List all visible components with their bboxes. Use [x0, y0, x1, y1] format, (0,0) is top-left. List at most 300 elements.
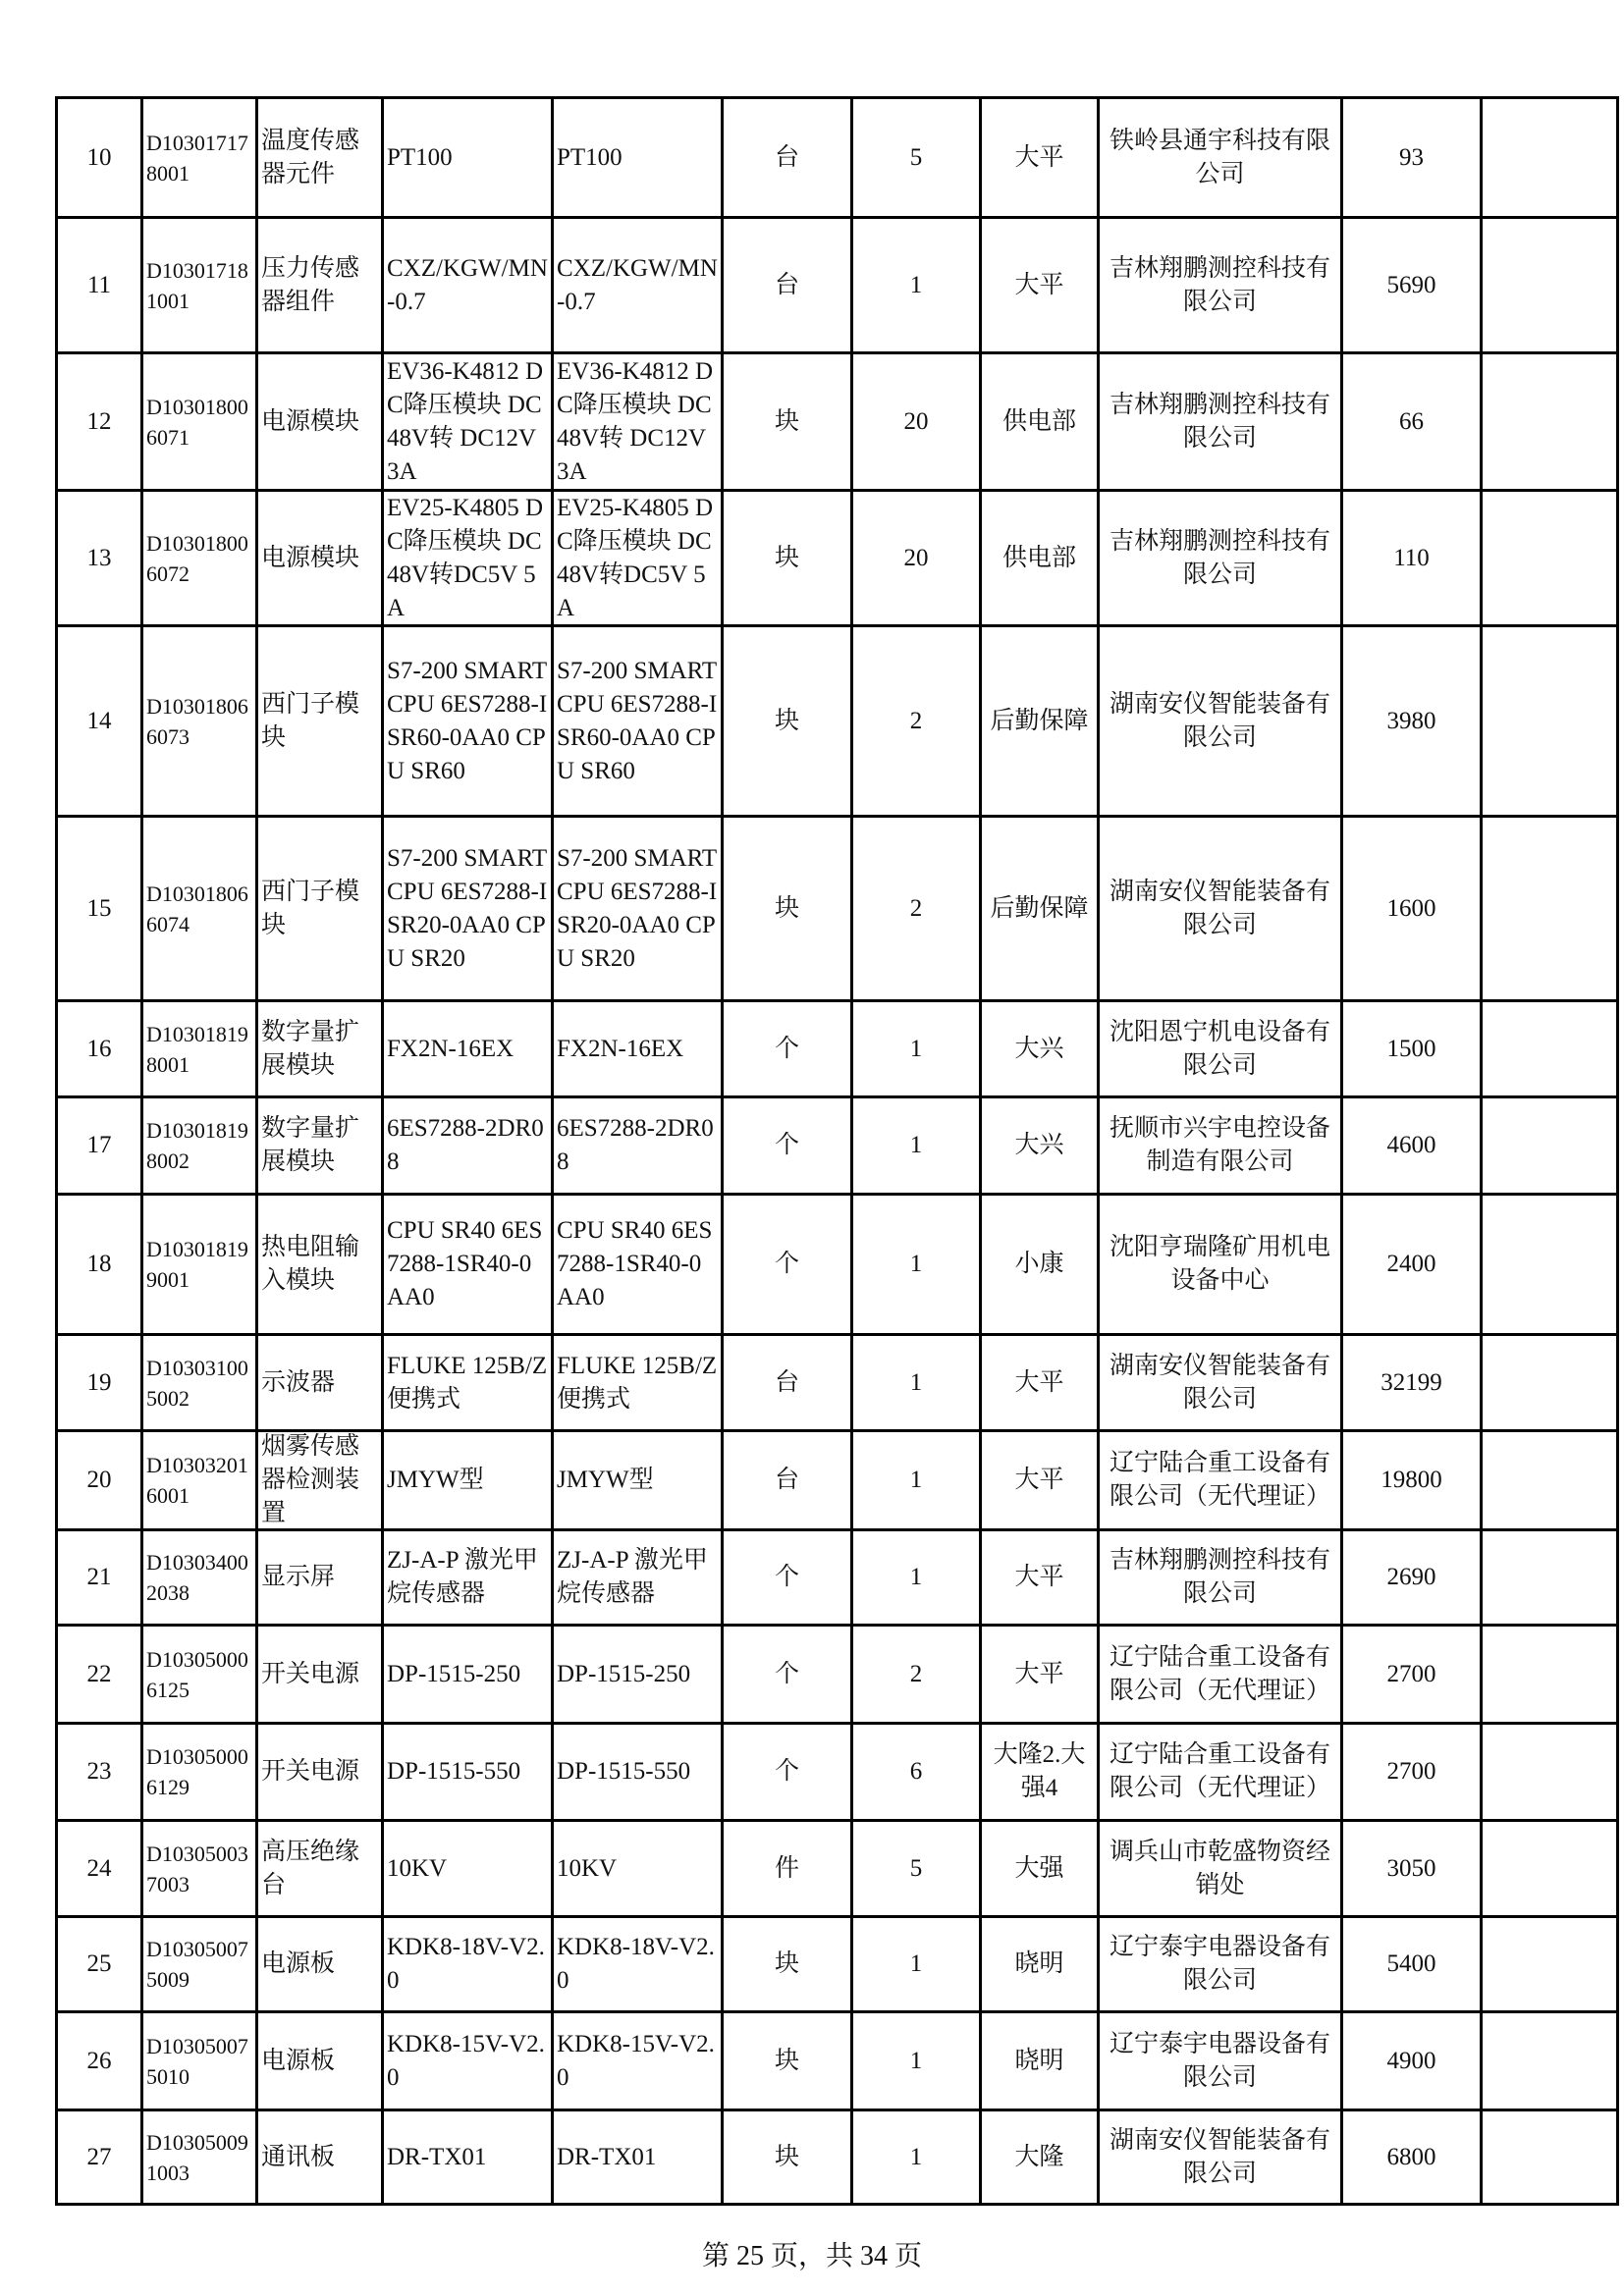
cell-price [1342, 1626, 1482, 1724]
cell-code-text: D103018066074 [146, 881, 248, 936]
cell-qty [852, 491, 981, 626]
cell-no-text: 23 [86, 1758, 112, 1785]
cell-supplier [1099, 1335, 1342, 1431]
cell-dept-text: 大平 [1014, 1564, 1064, 1590]
page-footer: 第 25 页，共 34 页 [701, 2241, 922, 2271]
cell-model-text: DR-TX01 [557, 2143, 657, 2170]
cell-price-text: 32199 [1380, 1368, 1442, 1396]
cell-supplier-text: 辽宁泰宇电器设备有限公司 [1109, 1934, 1330, 1994]
cell-spec-text: CXZ/KGW/MN-0.7 [387, 254, 548, 315]
cell-unit [723, 1335, 852, 1431]
cell-spec-text: KDK8-15V-V2.0 [387, 2030, 545, 2091]
cell-unit-text: 台 [774, 143, 799, 171]
cell-remark [1482, 626, 1618, 817]
cell-unit-text: 台 [774, 1368, 799, 1396]
cell-qty-text: 5 [909, 143, 923, 171]
cell-dept-text: 大强 [1014, 1854, 1064, 1882]
cell-price-text: 5690 [1386, 271, 1436, 298]
cell-qty [852, 1335, 981, 1431]
cell-supplier-text: 调兵山市乾盛物资经销处 [1109, 1838, 1330, 1898]
cell-model [553, 218, 723, 353]
cell-code-text: D103018199001 [146, 1237, 248, 1292]
cell-unit [723, 2012, 852, 2110]
cell-remark-text [1483, 2111, 1616, 2203]
cell-remark-text [1483, 1098, 1616, 1193]
cell-code [142, 491, 257, 626]
cell-model-text: 10KV [557, 1854, 618, 1882]
cell-qty-text: 20 [903, 407, 929, 435]
cell-no [57, 2012, 142, 2110]
cell-unit-text: 块 [774, 1950, 799, 1977]
cell-no [57, 626, 142, 817]
cell-dept [981, 353, 1099, 491]
cell-supplier-text: 吉林翔鹏测控科技有限公司 [1109, 1547, 1330, 1607]
cell-code [142, 1001, 257, 1097]
cell-dept-text: 大兴 [1014, 1035, 1064, 1062]
cell-qty [852, 1917, 981, 2012]
cell-model [553, 1626, 723, 1724]
cell-no-text: 25 [86, 1950, 112, 1977]
item-table [55, 96, 1619, 2206]
cell-code [142, 817, 257, 1001]
cell-price-text: 2690 [1386, 1564, 1436, 1590]
cell-name-text: 示波器 [261, 1368, 336, 1396]
cell-remark-text [1483, 2013, 1616, 2109]
cell-name-text: 开关电源 [261, 1758, 360, 1785]
cell-dept [981, 1431, 1099, 1530]
cell-price [1342, 218, 1482, 353]
cell-price-text: 3050 [1386, 1854, 1436, 1882]
cell-supplier [1099, 626, 1342, 817]
cell-dept-text: 大平 [1014, 1467, 1064, 1493]
cell-name-text: 电源模块 [261, 544, 360, 571]
cell-code-text: D103018198001 [146, 1021, 248, 1077]
cell-name [257, 218, 383, 353]
cell-code-text: D103032016001 [146, 1453, 248, 1508]
cell-model [553, 353, 723, 491]
cell-remark-text [1483, 1002, 1616, 1095]
cell-code [142, 626, 257, 817]
cell-no-text: 24 [86, 1854, 112, 1882]
cell-supplier [1099, 817, 1342, 1001]
cell-remark [1482, 817, 1618, 1001]
cell-name [257, 98, 383, 218]
table-row [57, 353, 1618, 491]
cell-dept-text: 大隆 [1014, 2143, 1064, 2170]
cell-model-text: DP-1515-550 [557, 1758, 691, 1785]
cell-code-text: D103031005002 [146, 1355, 248, 1411]
cell-unit-text: 个 [774, 1758, 799, 1785]
cell-price [1342, 817, 1482, 1001]
cell-name [257, 1626, 383, 1724]
cell-qty [852, 1626, 981, 1724]
cell-qty-text: 5 [909, 1854, 923, 1882]
table-row [57, 1724, 1618, 1821]
cell-unit-text: 块 [774, 894, 799, 922]
cell-name-text: 西门子模块 [261, 878, 360, 938]
cell-price [1342, 98, 1482, 218]
cell-no [57, 1195, 142, 1335]
cell-supplier [1099, 98, 1342, 218]
cell-qty-text: 1 [909, 2047, 923, 2074]
cell-dept [981, 1335, 1099, 1431]
cell-model [553, 1195, 723, 1335]
cell-no [57, 2110, 142, 2205]
cell-code-text: D103017181001 [146, 257, 248, 313]
cell-no-text: 21 [86, 1564, 112, 1590]
cell-name [257, 1335, 383, 1431]
cell-model-text: EV25-K4805 DC降压模块 DC48V转DC5V 5A [557, 494, 714, 621]
cell-name-text: 电源板 [261, 2047, 336, 2074]
cell-qty-text: 1 [909, 1035, 923, 1062]
cell-model [553, 1917, 723, 2012]
cell-price [1342, 1724, 1482, 1821]
cell-price-text: 3980 [1386, 707, 1436, 734]
cell-remark [1482, 1195, 1618, 1335]
cell-model [553, 98, 723, 218]
cell-no [57, 1917, 142, 2012]
cell-price-text: 4600 [1386, 1132, 1436, 1158]
cell-remark [1482, 491, 1618, 626]
cell-remark-text [1483, 1336, 1616, 1429]
cell-code [142, 1431, 257, 1530]
cell-code-text: D103050091003 [146, 2129, 248, 2185]
cell-price-text: 5400 [1386, 1950, 1436, 1977]
cell-model-text: FLUKE 125B/Z 便携式 [557, 1352, 718, 1413]
cell-code [142, 2110, 257, 2205]
cell-model-text: FX2N-16EX [557, 1035, 684, 1062]
cell-unit-text: 个 [774, 1660, 799, 1687]
cell-spec-text: FX2N-16EX [387, 1035, 514, 1062]
cell-unit-text: 个 [774, 1564, 799, 1590]
cell-remark-text [1483, 1196, 1616, 1333]
cell-code [142, 1917, 257, 2012]
cell-dept-text: 后勤保障 [990, 894, 1089, 922]
cell-model [553, 1431, 723, 1530]
cell-no-text: 15 [86, 894, 112, 922]
cell-supplier-text: 吉林翔鹏测控科技有限公司 [1109, 254, 1330, 315]
cell-unit [723, 1530, 852, 1626]
cell-unit-text: 个 [774, 1035, 799, 1062]
cell-price-text: 4900 [1386, 2047, 1436, 2074]
cell-dept [981, 1097, 1099, 1195]
cell-code-text: D103018066073 [146, 693, 248, 749]
table-row [57, 626, 1618, 817]
cell-supplier-text: 沈阳亨瑞隆矿用机电设备中心 [1109, 1234, 1330, 1294]
cell-price-text: 110 [1393, 544, 1430, 571]
cell-spec-text: S7-200 SMARTCPU 6ES7288-ISR60-0AA0 CPU SR60 [387, 657, 548, 784]
cell-qty [852, 353, 981, 491]
cell-spec [383, 218, 553, 353]
cell-code-text: D103050006125 [146, 1646, 248, 1702]
cell-code [142, 1335, 257, 1431]
cell-qty [852, 1431, 981, 1530]
cell-remark-text [1483, 1432, 1616, 1528]
cell-supplier-text: 辽宁陆合重工设备有限公司（无代理证） [1109, 1741, 1330, 1801]
cell-no-text: 26 [86, 2047, 112, 2074]
cell-dept [981, 218, 1099, 353]
cell-remark [1482, 2012, 1618, 2110]
cell-no-text: 22 [86, 1660, 112, 1687]
cell-qty [852, 1821, 981, 1917]
cell-remark-text [1483, 818, 1616, 999]
cell-name [257, 1195, 383, 1335]
table-row [57, 98, 1618, 218]
cell-qty-text: 2 [909, 894, 923, 922]
cell-spec-text: DR-TX01 [387, 2143, 487, 2170]
cell-unit [723, 2110, 852, 2205]
cell-price-text: 1500 [1386, 1035, 1436, 1062]
cell-supplier-text: 辽宁陆合重工设备有限公司（无代理证） [1109, 1450, 1330, 1510]
cell-spec-text: FLUKE 125B/Z 便携式 [387, 1352, 548, 1413]
cell-unit [723, 1195, 852, 1335]
cell-no-text: 12 [86, 407, 112, 435]
cell-model-text: CPU SR40 6ES7288-1SR40-0AA0 [557, 1217, 713, 1310]
cell-remark-text [1483, 1918, 1616, 2010]
cell-price-text: 1600 [1386, 894, 1436, 922]
cell-price-text: 2700 [1386, 1660, 1436, 1687]
cell-unit [723, 491, 852, 626]
cell-spec [383, 626, 553, 817]
cell-qty [852, 2012, 981, 2110]
cell-unit-text: 块 [774, 707, 799, 734]
cell-name-text: 开关电源 [261, 1660, 360, 1687]
cell-code-text: D103018006071 [146, 394, 248, 450]
cell-model-text: CXZ/KGW/MN-0.7 [557, 254, 718, 315]
cell-qty [852, 218, 981, 353]
table-row [57, 2110, 1618, 2205]
cell-model [553, 1097, 723, 1195]
cell-spec [383, 1001, 553, 1097]
cell-no [57, 218, 142, 353]
cell-model [553, 2110, 723, 2205]
cell-qty [852, 98, 981, 218]
cell-unit [723, 1821, 852, 1917]
cell-qty [852, 1724, 981, 1821]
cell-price [1342, 1001, 1482, 1097]
table-row [57, 1431, 1618, 1530]
cell-spec [383, 353, 553, 491]
cell-unit-text: 台 [774, 271, 799, 298]
cell-price [1342, 353, 1482, 491]
cell-name [257, 1530, 383, 1626]
cell-name [257, 1821, 383, 1917]
cell-dept-text: 大兴 [1014, 1132, 1064, 1158]
cell-price [1342, 491, 1482, 626]
cell-dept-text: 大平 [1014, 271, 1064, 298]
cell-no [57, 1335, 142, 1431]
table-row [57, 1530, 1618, 1626]
cell-no [57, 1821, 142, 1917]
cell-dept-text: 大平 [1014, 143, 1064, 171]
cell-name-text: 电源板 [261, 1950, 336, 1977]
cell-supplier [1099, 1724, 1342, 1821]
cell-supplier-text: 吉林翔鹏测控科技有限公司 [1109, 391, 1330, 452]
cell-qty-text: 2 [909, 707, 923, 734]
cell-spec [383, 1917, 553, 2012]
cell-model-text: ZJ-A-P 激光甲烷传感器 [557, 1547, 708, 1607]
cell-no [57, 491, 142, 626]
cell-no [57, 1724, 142, 1821]
cell-qty-text: 1 [909, 1467, 923, 1493]
cell-dept-text: 供电部 [1001, 407, 1076, 435]
cell-unit-text: 块 [774, 407, 799, 435]
cell-code [142, 1530, 257, 1626]
cell-model [553, 1821, 723, 1917]
cell-qty [852, 1195, 981, 1335]
cell-unit-text: 块 [774, 544, 799, 571]
cell-remark-text [1483, 1627, 1616, 1722]
cell-spec-text: EV36-K4812 DC降压模块 DC48V转 DC12V 3A [387, 357, 544, 485]
cell-supplier-text: 吉林翔鹏测控科技有限公司 [1109, 527, 1330, 588]
cell-qty [852, 1097, 981, 1195]
cell-remark [1482, 1335, 1618, 1431]
cell-unit [723, 1724, 852, 1821]
cell-price [1342, 1530, 1482, 1626]
cell-remark [1482, 1001, 1618, 1097]
cell-remark [1482, 1821, 1618, 1917]
cell-unit [723, 1001, 852, 1097]
cell-dept-text: 后勤保障 [990, 707, 1089, 734]
cell-name [257, 1917, 383, 2012]
cell-price-text: 6800 [1386, 2143, 1436, 2170]
cell-no-text: 10 [86, 143, 112, 171]
cell-qty-text: 6 [909, 1758, 923, 1785]
cell-no-text: 14 [86, 707, 112, 734]
cell-remark-text [1483, 1725, 1616, 1819]
cell-spec-text: CPU SR40 6ES7288-1SR40-0AA0 [387, 1217, 543, 1310]
cell-name-text: 压力传感器组件 [261, 254, 360, 315]
cell-supplier [1099, 1431, 1342, 1530]
cell-qty-text: 1 [909, 1368, 923, 1396]
cell-spec [383, 2012, 553, 2110]
cell-code [142, 1724, 257, 1821]
cell-spec [383, 491, 553, 626]
cell-name-text: 西门子模块 [261, 690, 360, 751]
cell-no-text: 20 [86, 1467, 112, 1493]
cell-no [57, 1530, 142, 1626]
cell-code [142, 218, 257, 353]
cell-unit-text: 块 [774, 2143, 799, 2170]
cell-dept [981, 2110, 1099, 2205]
cell-unit-text: 个 [774, 1251, 799, 1277]
cell-model-text: S7-200 SMARTCPU 6ES7288-ISR20-0AA0 CPU SR20 [557, 844, 718, 972]
cell-qty-text: 2 [909, 1660, 923, 1687]
cell-spec [383, 1626, 553, 1724]
cell-spec-text: 6ES7288-2DR08 [387, 1115, 544, 1175]
cell-model [553, 1001, 723, 1097]
cell-remark-text [1483, 492, 1616, 624]
cell-model-text: 6ES7288-2DR08 [557, 1115, 714, 1175]
cell-spec-text: 10KV [387, 1854, 448, 1882]
cell-supplier [1099, 2110, 1342, 2205]
cell-unit [723, 1097, 852, 1195]
cell-qty [852, 817, 981, 1001]
cell-spec-text: DP-1515-250 [387, 1660, 521, 1687]
cell-qty [852, 2110, 981, 2205]
cell-spec [383, 817, 553, 1001]
cell-dept-text: 大隆2.大强4 [993, 1741, 1086, 1801]
table-row [57, 2012, 1618, 2110]
cell-code-text: D103050006129 [146, 1744, 248, 1799]
cell-supplier [1099, 1530, 1342, 1626]
cell-model-text: KDK8-18V-V2.0 [557, 1934, 715, 1994]
cell-dept [981, 1917, 1099, 2012]
cell-remark [1482, 1431, 1618, 1530]
cell-remark [1482, 218, 1618, 353]
cell-supplier [1099, 1917, 1342, 2012]
cell-remark [1482, 1530, 1618, 1626]
cell-spec-text: KDK8-18V-V2.0 [387, 1934, 545, 1994]
cell-spec [383, 1097, 553, 1195]
cell-price-text: 2700 [1386, 1758, 1436, 1785]
cell-name [257, 2012, 383, 2110]
cell-remark [1482, 2110, 1618, 2205]
cell-dept [981, 1626, 1099, 1724]
table-row [57, 1097, 1618, 1195]
cell-model [553, 491, 723, 626]
cell-qty [852, 1001, 981, 1097]
cell-dept [981, 98, 1099, 218]
cell-model-text: S7-200 SMARTCPU 6ES7288-ISR60-0AA0 CPU SR60 [557, 657, 718, 784]
cell-remark [1482, 1097, 1618, 1195]
cell-code [142, 98, 257, 218]
cell-spec-text: EV25-K4805 DC降压模块 DC48V转DC5V 5A [387, 494, 544, 621]
cell-dept-text: 大平 [1014, 1368, 1064, 1396]
cell-price [1342, 1195, 1482, 1335]
cell-no-text: 19 [86, 1368, 112, 1396]
cell-name [257, 817, 383, 1001]
cell-name [257, 1001, 383, 1097]
cell-dept [981, 1530, 1099, 1626]
cell-model [553, 2012, 723, 2110]
cell-code-text: D103050037003 [146, 1841, 248, 1896]
cell-no-text: 13 [86, 544, 112, 571]
cell-remark [1482, 1626, 1618, 1724]
cell-unit [723, 1431, 852, 1530]
cell-spec [383, 98, 553, 218]
cell-supplier-text: 湖南安仪智能装备有限公司 [1109, 690, 1330, 751]
cell-supplier-text: 湖南安仪智能装备有限公司 [1109, 2126, 1330, 2187]
cell-name-text: 数字量扩展模块 [261, 1018, 360, 1079]
cell-code [142, 2012, 257, 2110]
cell-name-text: 显示屏 [261, 1564, 336, 1590]
cell-remark [1482, 1724, 1618, 1821]
cell-spec [383, 2110, 553, 2205]
cell-price [1342, 1821, 1482, 1917]
cell-spec [383, 1530, 553, 1626]
cell-supplier-text: 抚顺市兴宇电控设备制造有限公司 [1109, 1115, 1330, 1175]
cell-unit-text: 个 [774, 1132, 799, 1158]
cell-model [553, 1530, 723, 1626]
cell-qty-text: 1 [909, 271, 923, 298]
cell-spec-text: PT100 [387, 143, 453, 171]
cell-unit [723, 817, 852, 1001]
cell-no-text: 16 [86, 1035, 112, 1062]
table-row [57, 1001, 1618, 1097]
cell-qty [852, 1530, 981, 1626]
cell-model [553, 626, 723, 817]
cell-code-text: D103017178001 [146, 130, 248, 186]
cell-price-text: 2400 [1386, 1251, 1436, 1277]
cell-supplier [1099, 1001, 1342, 1097]
cell-name-text: 电源模块 [261, 407, 360, 435]
cell-price-text: 19800 [1380, 1467, 1442, 1493]
cell-name-text: 高压绝缘台 [261, 1838, 360, 1898]
cell-unit-text: 块 [774, 2047, 799, 2074]
cell-name [257, 1724, 383, 1821]
cell-supplier [1099, 1195, 1342, 1335]
